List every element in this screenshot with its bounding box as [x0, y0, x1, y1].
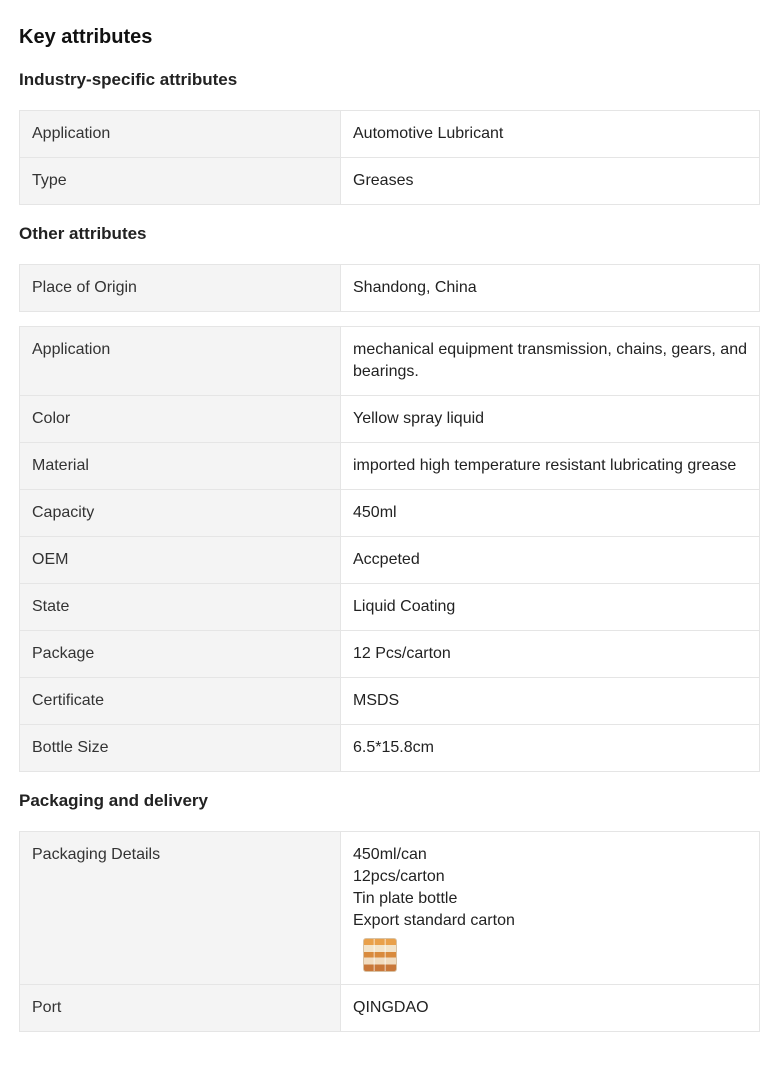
- attribute-label: Application: [20, 111, 341, 158]
- table-row: [20, 443, 760, 490]
- attribute-label: Certificate: [20, 678, 341, 725]
- attribute-value: 12 Pcs/carton: [341, 631, 760, 678]
- attribute-label: Packaging Details: [20, 832, 341, 985]
- attribute-label: Application: [20, 327, 341, 396]
- attribute-label: Color: [20, 396, 341, 443]
- attribute-label: Material: [20, 443, 341, 490]
- packaging-line: 12pcs/carton: [353, 868, 445, 885]
- attribute-value: Shandong, China: [341, 265, 760, 312]
- table-row: [20, 584, 760, 631]
- packaging-line: Tin plate bottle: [353, 890, 458, 907]
- attribute-value: QINGDAO: [341, 985, 760, 1032]
- packaging-image-thumbnail[interactable]: [363, 938, 397, 972]
- packaging-details-value: [341, 832, 760, 985]
- attribute-value: Liquid Coating: [341, 584, 760, 631]
- attribute-label: Package: [20, 631, 341, 678]
- table-row: [20, 832, 760, 985]
- table-row: [20, 985, 760, 1032]
- attribute-value: 6.5*15.8cm: [341, 725, 760, 772]
- other-attributes-table: [19, 326, 760, 772]
- packaging-line: Export standard carton: [353, 912, 515, 929]
- attribute-value: 450ml: [341, 490, 760, 537]
- industry-heading: Industry-specific attributes: [19, 70, 238, 89]
- attribute-value: mechanical equipment transmission, chains, gears, and bearings.: [341, 327, 760, 396]
- packaging-line: 450ml/can: [353, 846, 427, 863]
- attribute-label: Port: [20, 985, 341, 1032]
- packaging-table: [19, 831, 760, 1032]
- table-row: [20, 490, 760, 537]
- attribute-label: Type: [20, 158, 341, 205]
- page-title: Key attributes: [19, 26, 153, 48]
- table-row: [20, 396, 760, 443]
- packaging-heading: Packaging and delivery: [19, 791, 208, 810]
- attribute-value: Automotive Lubricant: [341, 111, 760, 158]
- attribute-value: Accpeted: [341, 537, 760, 584]
- attribute-value: Yellow spray liquid: [341, 396, 760, 443]
- table-row: [20, 111, 760, 158]
- attribute-value: Greases: [341, 158, 760, 205]
- attribute-label: State: [20, 584, 341, 631]
- table-row: [20, 678, 760, 725]
- other-heading: Other attributes: [19, 224, 147, 243]
- table-row: [20, 537, 760, 584]
- industry-attributes-table: [19, 110, 760, 205]
- table-row: [20, 265, 760, 312]
- table-row: [20, 631, 760, 678]
- attribute-label: Place of Origin: [20, 265, 341, 312]
- attribute-label: Bottle Size: [20, 725, 341, 772]
- table-row: [20, 158, 760, 205]
- table-row: [20, 327, 760, 396]
- table-row: [20, 725, 760, 772]
- origin-table: [19, 264, 760, 312]
- attribute-value: MSDS: [341, 678, 760, 725]
- attribute-label: OEM: [20, 537, 341, 584]
- attribute-label: Capacity: [20, 490, 341, 537]
- attribute-value: imported high temperature resistant lubricating grease: [341, 443, 760, 490]
